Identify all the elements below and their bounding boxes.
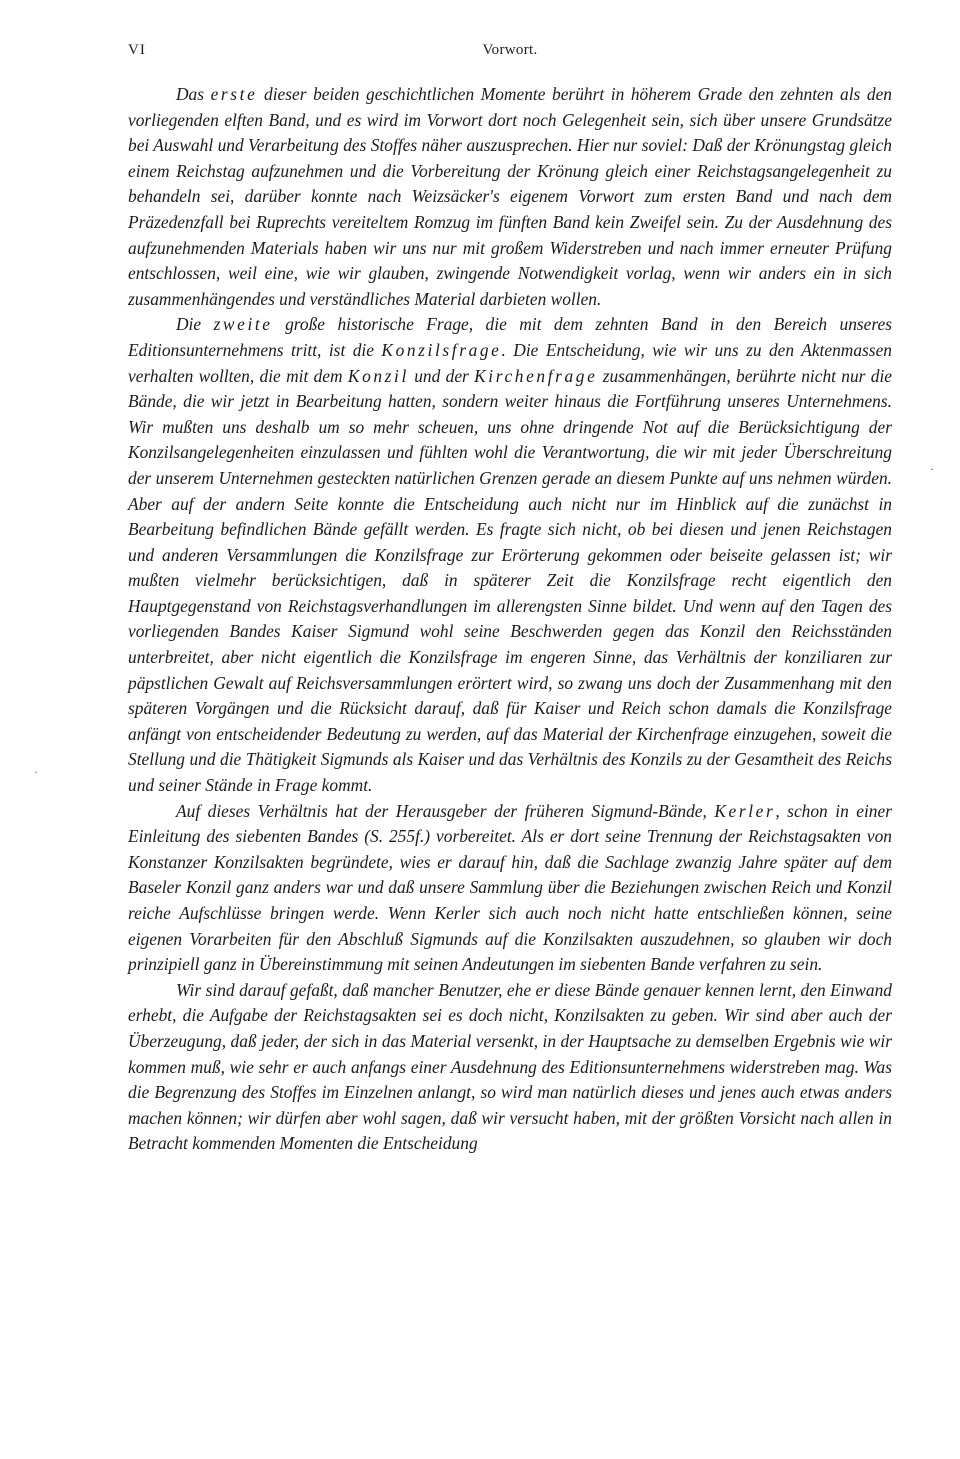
page-header (128, 42, 892, 66)
emphasized-term: zweite (213, 314, 273, 335)
text-run: , schon in einer Einleitung des siebenten Bandes (S. 255f.) vorbereitet. Als er dort seine Trennung der Reichstagsakten von Konstanzer Konzilsakten begründete, wies er darauf hin, daß die Sachlage zwanzig Jahre später auf dem Baseler Konzil ganz anders war und daß unsere Sammlung über die Beziehungen zwischen Reich und Konzil reiche Aufschlüsse bringen werde. Wenn Kerler sich auch noch nicht hatte entschließen können, seine eigenen Vorarbeiten für den Abschluß Sigmunds auf die Konzilsakten auszudehnen, so glauben wir doch prinzipiell ganz in Übereinstimmung mit seinen Andeutungen im siebenten Bande verfahren zu sein. (128, 800, 892, 975)
text-run: Auf dieses Verhältnis hat der Herausgeber der früheren Sigmund-Bände, (176, 800, 715, 821)
text-run: große historische Frage, die mit dem zehnten Band in den Bereich unseres Editionsunternehmens tritt, ist die (128, 314, 892, 360)
paragraph (128, 312, 892, 798)
paragraph (128, 82, 892, 312)
emphasized-term: Kerler (714, 800, 776, 821)
margin-speck: · (930, 462, 934, 476)
paragraph (128, 799, 892, 978)
emphasized-term: Kirchenfrage (474, 365, 598, 386)
running-title: Vorwort. (482, 42, 538, 58)
paragraph (128, 978, 892, 1157)
text-run: dieser beiden geschichtlichen Momente berührt in höherem Grade den zehnten als den vorliegenden elften Band, und es wird im Vorwort dort noch Gelegenheit sein, sich über unsere Grundsätze bei Auswahl und Verarbeitung des Stoffes näher auszusprechen. Hier nur soviel: Daß der Krönungstag gleich einem Reichstag aufzunehmen und die Vorbereitung der Krönung gleich einer Reichstagsangelegenheit zu behandeln sei, darüber konnte nach Weizsäcker's eigenem Vorwort zum ersten Band und nach dem Präzedenzfall bei Ruprechts vereiteltem Romzug im fünften Band kein Zweifel sein. Zu der Ausdehnung des aufzunehmenden Materials haben wir uns nur mit großem Widerstreben und nach immer erneuter Prüfung entschlossen, weil eine, wie wir glauben, zwingende Notwendigkeit vorlag, wenn wir anders ein in sich zusammenhängendes und verständliches Material darbieten wollen. (128, 84, 893, 309)
emphasized-term: erste (210, 84, 258, 104)
margin-speck: · (34, 765, 38, 779)
text-run: Das (176, 84, 211, 104)
emphasized-term: Konzil (347, 365, 409, 386)
emphasized-term: Konzilsfrage (381, 339, 502, 360)
text-run: Wir sind darauf gefaßt, daß mancher Benutzer, ehe er diese Bände genauer kennen lernt, den Einwand erhebt, die Aufgabe der Reichstagsakten sei es doch nicht, Konzilsakten zu geben. Wir sind aber auch der Überzeugung, daß jeder, der sich in das Material versenkt, in der Hauptsache zu demselben Ergebnis wie wir kommen muß, wie sehr er auch anfangs einer Ausdehnung des Editionsunternehmens widerstreben mag. Was die Begrenzung des Stoffes im Einzelnen anlangt, so wird man natürlich dieses und jenes auch etwas anders machen können; wir dürfen aber wohl sagen, daß wir versucht haben, mit der größten Vorsicht nach allen in Betracht kommenden Momenten die Entscheidung (128, 979, 892, 1154)
text-run: zusammenhängen, berührte nicht nur die Bände, die wir jetzt in Bearbeitung hatten, sondern weiter hinaus die Fortführung unseres Unternehmens. Wir mußten uns deshalb um so mehr scheuen, uns ohne dringende Not auf die Berücksichtigung der Konzilsangelegenheiten einzulassen und fühlten wohl die Verantwortung, die wir mit jeder Überschreitung der unserem Unternehmen gesteckten natürlichen Grenzen gerade an diesem Punkte auf uns nehmen würden. Aber auf der andern Seite konnte die Entscheidung auch nicht nur im Hinblick auf die zunächst in Bearbeitung befindlichen Bände gefällt werden. Es fragte sich nicht, ob bei diesen und jenen Reichstagen und anderen Versammlungen die Konzilsfrage zur Erörterung gekommen oder beiseite gelassen ist; wir mußten vielmehr berücksichtigen, daß in späterer Zeit die Konzilsfrage recht eigentlich den Hauptgegenstand von Reichstagsverhandlungen im allerengsten Sinne bildet. Und wenn auf den Tagen des vorliegenden Bandes Kaiser Sigmund wohl seine Beschwerden gegen das Konzil den Reichsständen unterbreitet, aber nicht eigentlich die Konzilsfrage im engeren Sinne, das Verhältnis der konziliaren zur päpstlichen Gewalt auf Reichsversammlungen erörtert wird, so zwang uns doch der Zusammenhang mit den späteren Vorgängen und die Rücksicht darauf, daß für Kaiser und Reich schon damals die Konzilsfrage anfängt von entscheidender Bedeutung zu werden, auf das Material der Kirchenfrage einzugehen, soweit die Stellung und die Thätigkeit Sigmunds als Kaiser und das Verhältnis des Konzils zu der Gesamtheit des Reichs und seiner Stände in Frage kommt. (128, 365, 893, 796)
body-text (128, 82, 892, 1157)
page-number: VI (128, 42, 146, 58)
text-run: Die (176, 314, 214, 335)
text-run: . Die Entscheidung, wie wir uns zu den Aktenmassen verhalten wollten, die mit dem (128, 339, 892, 386)
text-run: und der (408, 365, 475, 386)
